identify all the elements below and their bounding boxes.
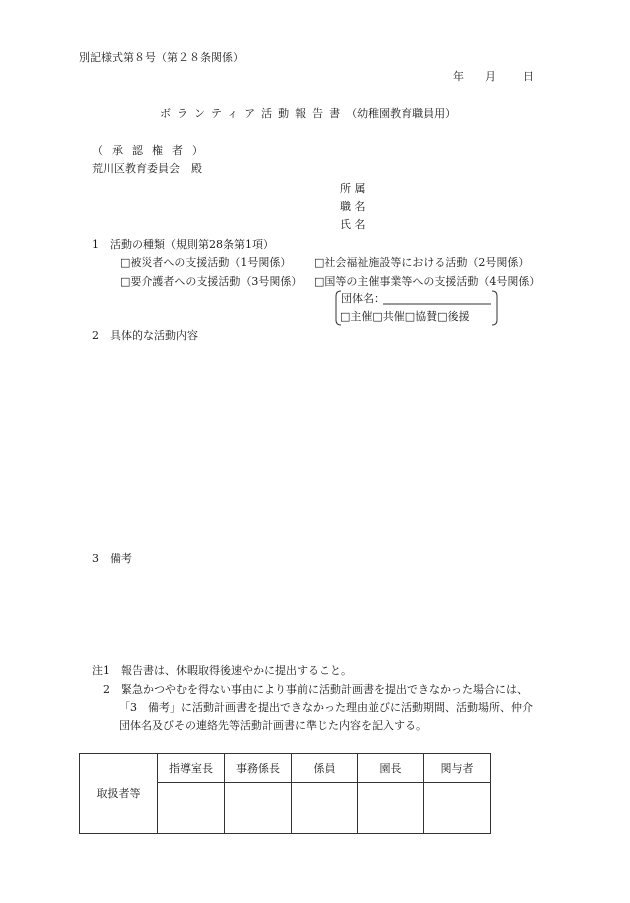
job-title-field-label: 職 名 — [340, 200, 366, 213]
section2-heading: 2 具体的な活動内容 — [92, 329, 198, 342]
document-title-sub: （幼稚園教育職員用） — [346, 107, 457, 120]
note-1: 注1 報告書は、休暇取得後速やかに提出すること。 — [92, 664, 352, 677]
column-header-guidance-chief: 指導室長 — [158, 754, 225, 783]
stamp-cell-admin-chief[interactable] — [225, 783, 292, 834]
date-month-label: 月 — [485, 70, 496, 83]
stamp-cell-principal[interactable] — [358, 783, 424, 834]
column-header-staff: 係員 — [292, 754, 358, 783]
document-title — [160, 108, 456, 119]
note-2-line-2: 「3 備考」に活動計画書を提出できなかった理由並びに活動期間、活動場所、仲介 — [119, 701, 533, 714]
column-header-admin-chief: 事務係長 — [225, 754, 292, 783]
handler-row-label: 取扱者等 — [80, 754, 158, 834]
affiliation-field-label: 所 属 — [340, 182, 366, 195]
approver-label-text: （承認権者） — [92, 144, 212, 157]
note-2-line-3: 団体名及びその連絡先等活動計画書に準じた内容を記入する。 — [119, 719, 427, 732]
date-year-label: 年 — [453, 70, 464, 83]
activity-option-4[interactable]: □国等の主催事業等への支援活動（4号関係） — [314, 275, 541, 288]
document-title-main: ボランティア活動報告書 — [160, 107, 347, 120]
addressee: 荒川区教育委員会 殿 — [92, 162, 202, 175]
name-field-label: 氏 名 — [340, 218, 366, 231]
handler-approval-table — [79, 753, 491, 834]
section3-heading: 3 備考 — [92, 552, 132, 565]
org-name-label: 団体名： — [341, 292, 385, 305]
stamp-cell-involved[interactable] — [424, 783, 491, 834]
section1-heading: 1 活動の種類（規則第28条第1項） — [92, 238, 274, 251]
column-header-involved: 関与者 — [424, 754, 491, 783]
activity-option-3[interactable]: □要介護者への支援活動（3号関係） — [120, 275, 303, 288]
note-2-line-1: 2 緊急かつやむを得ない事由により事前に活動計画書を提出できなかった場合には、 — [103, 683, 528, 696]
org-role-options[interactable]: □主催□共催□協賛□後援 — [340, 310, 470, 323]
form-identifier: 別記様式第８号（第２８条関係） — [79, 51, 244, 64]
stamp-cell-staff[interactable] — [292, 783, 358, 834]
activity-option-2[interactable]: □社会福祉施設等における活動（2号関係） — [314, 256, 530, 269]
activity-option-1[interactable]: □被災者への支援活動（1号関係） — [120, 256, 292, 269]
column-header-principal: 園長 — [358, 754, 424, 783]
approver-label — [92, 145, 212, 156]
date-day-label: 日 — [523, 70, 534, 83]
stamp-cell-guidance-chief[interactable] — [158, 783, 225, 834]
